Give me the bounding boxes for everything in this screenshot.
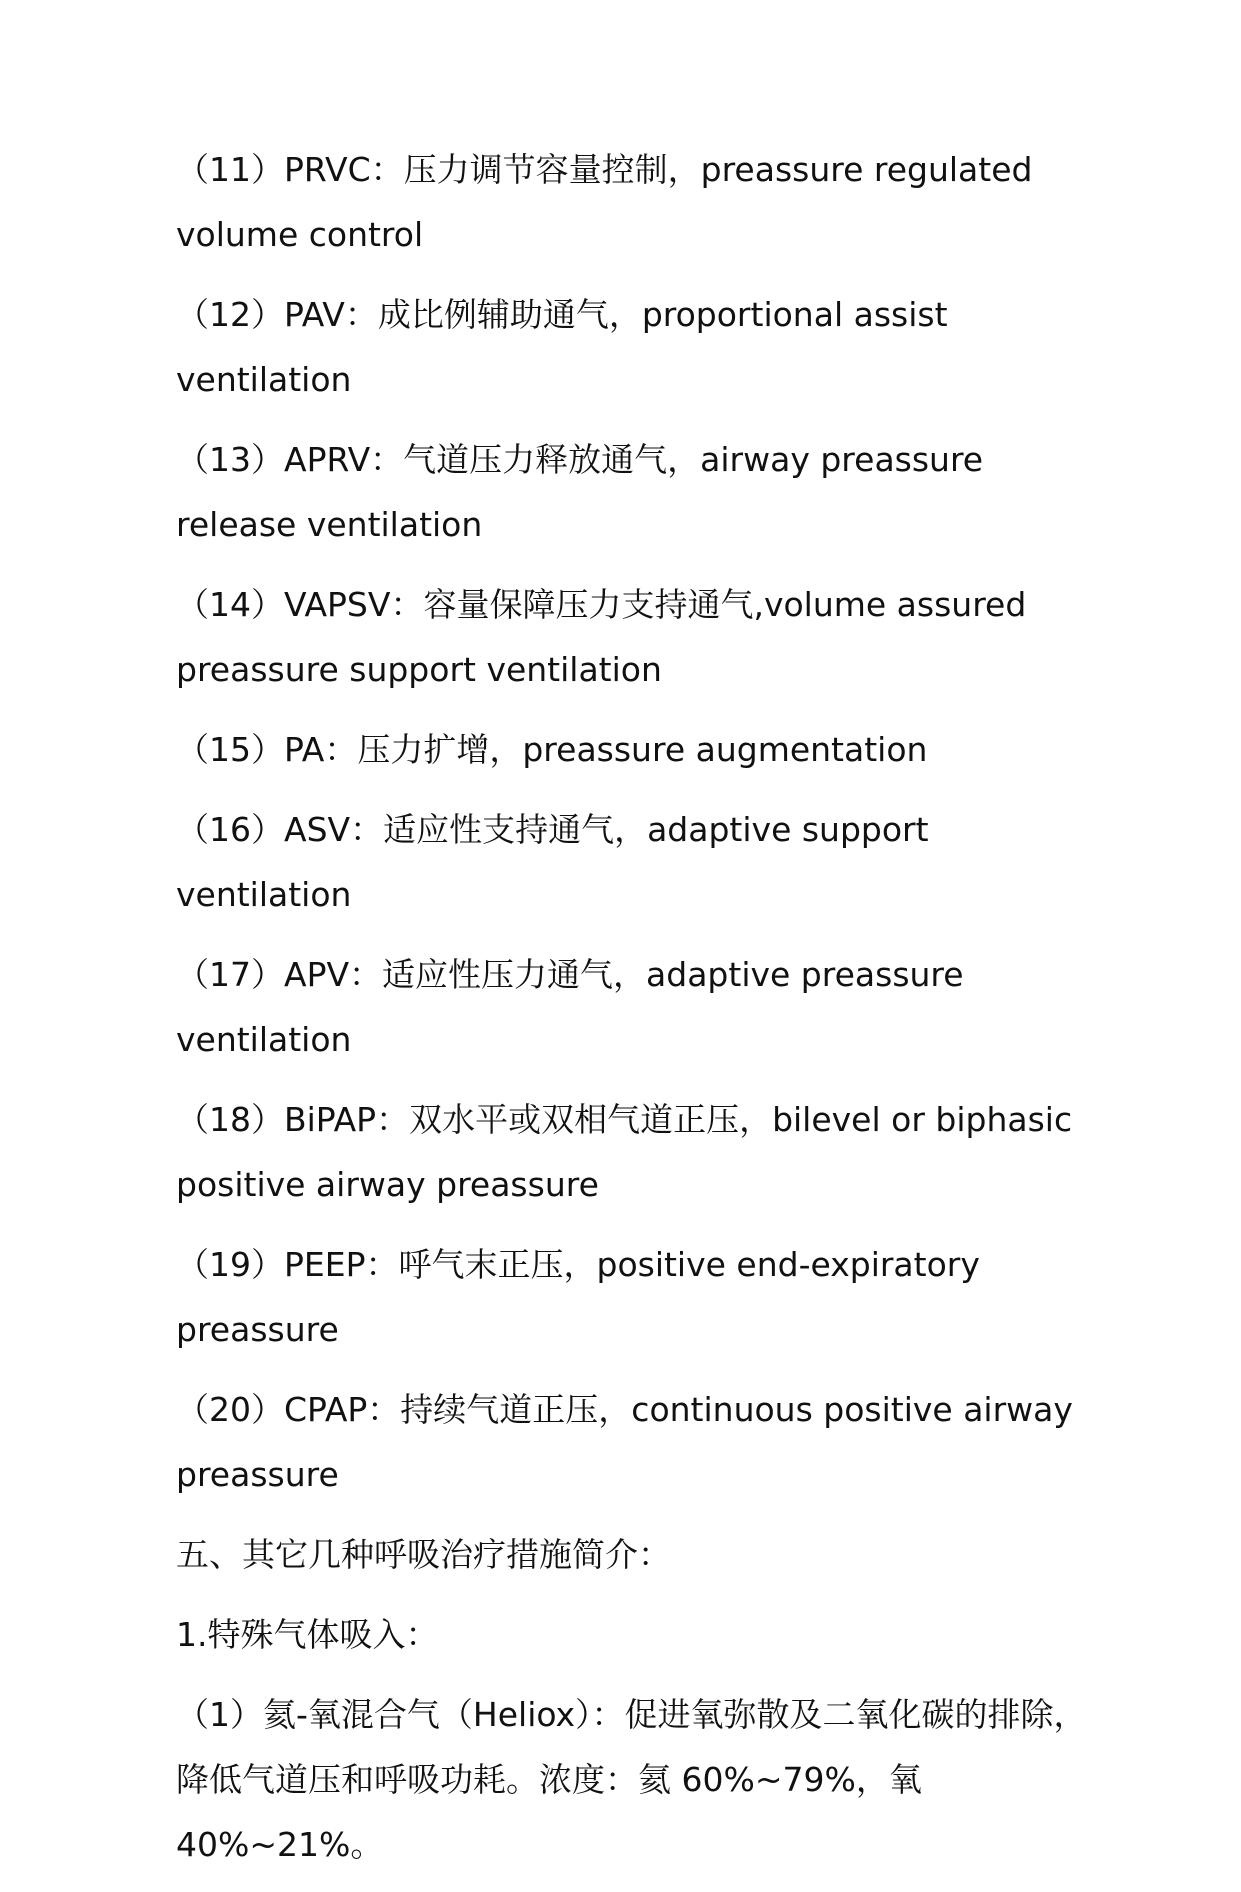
section-heading-five: 五、其它几种呼吸治疗措施简介： bbox=[176, 1535, 671, 1574]
paragraph-16-asv: （16）ASV：适应性支持通气，adaptive support ventilation bbox=[176, 810, 929, 914]
paragraph-14-vapsv: （14）VAPSV：容量保障压力支持通气,volume assured preassure support ventilation bbox=[176, 585, 1027, 689]
document-page bbox=[176, 137, 1111, 1892]
paragraph-19-peep: （19）PEEP：呼气末正压，positive end-expiratory preassure bbox=[176, 1245, 980, 1349]
subsection-heading-special-gas: 1.特殊气体吸入： bbox=[176, 1615, 439, 1654]
paragraph-18-bipap: （18）BiPAP：双水平或双相气道正压，bilevel or biphasic positive airway preassure bbox=[176, 1100, 1073, 1204]
paragraph-13-aprv: （13）APRV：气道压力释放通气，airway preassure release ventilation bbox=[176, 440, 984, 544]
paragraph-12-pav: （12）PAV：成比例辅助通气，proportional assist ventilation bbox=[176, 295, 948, 399]
paragraph-20-cpap: （20）CPAP：持续气道正压，continuous positive airway preassure bbox=[176, 1390, 1073, 1494]
paragraph-17-apv: （17）APV：适应性压力通气，adaptive preassure ventilation bbox=[176, 955, 964, 1059]
paragraph-11-prvc: （11）PRVC：压力调节容量控制，preassure regulated volume control bbox=[176, 150, 1033, 254]
paragraph-15-pa: （15）PA：压力扩增，preassure augmentation bbox=[176, 730, 928, 769]
paragraph-heliox: （1）氦-氧混合气（Heliox）：促进氧弥散及二氧化碳的排除，降低气道压和呼吸功耗。浓度：氦 60%~79%，氧 40%~21%。 bbox=[176, 1695, 1087, 1864]
